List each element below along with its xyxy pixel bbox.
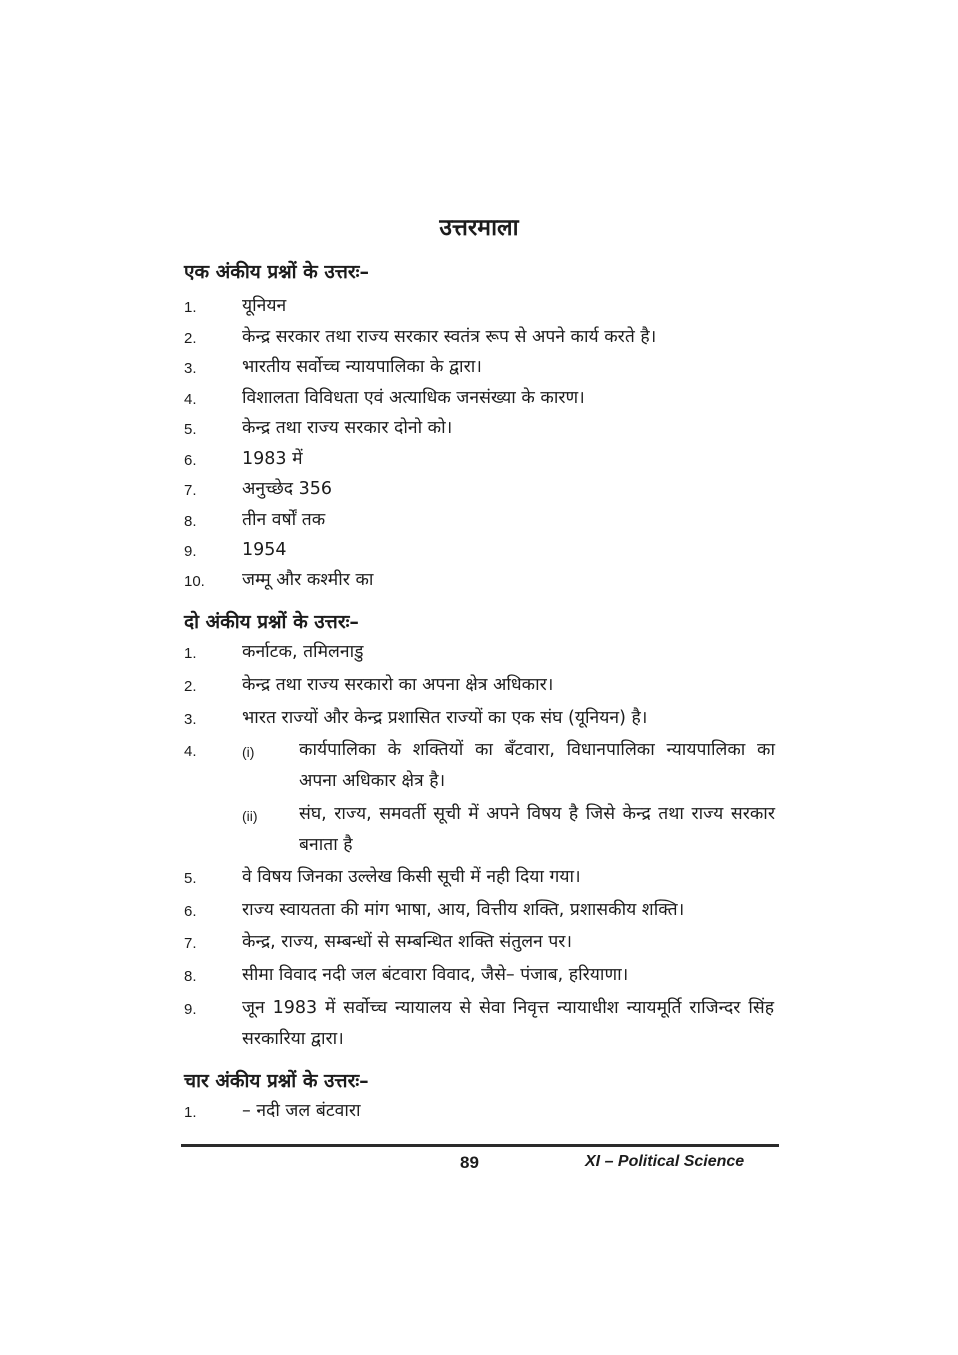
item-text: भारत राज्यों और केन्द्र प्रशासित राज्यों का एक संघ (यूनियन) है। <box>242 708 648 728</box>
answer-item <box>184 413 784 444</box>
item-text: 1954 <box>242 540 287 560</box>
answer-item <box>184 637 784 668</box>
book-title: XI – Political Science <box>585 1153 745 1170</box>
item-text: अनुच्छेद 356 <box>242 479 333 499</box>
item-text: तीन वर्षों तक <box>242 510 326 530</box>
subitem-text: संघ, राज्य, समवर्ती सूची में अपने विषय है जिसे केन्द्र तथा राज्य सरकार बनाता है <box>299 804 775 855</box>
item-number: 8. <box>184 513 197 530</box>
item-number: 3. <box>184 711 197 728</box>
item-number: 1. <box>184 645 197 662</box>
item-number: 1. <box>184 299 197 316</box>
answer-subitem <box>242 735 782 797</box>
item-number: 9. <box>184 1001 197 1018</box>
answer-item <box>184 1096 784 1127</box>
answer-item <box>184 322 784 353</box>
item-text: केन्द्र सरकार तथा राज्य सरकार स्वतंत्र रूप से अपने कार्य करते है। <box>242 327 657 347</box>
item-number: 1. <box>184 1104 197 1121</box>
answer-item <box>184 862 784 893</box>
item-number: 4. <box>184 391 197 408</box>
item-text: केन्द्र तथा राज्य सरकार दोनो को। <box>242 418 453 438</box>
answer-item <box>184 703 784 734</box>
item-text: भारतीय सर्वोच्च न्यायपालिका के द्वारा। <box>242 357 482 377</box>
answer-item <box>184 383 784 414</box>
item-number: 10. <box>184 573 205 590</box>
item-number: 7. <box>184 935 197 952</box>
item-number: 6. <box>184 452 197 469</box>
section-heading-two-mark: दो अंकीय प्रश्नों के उत्तरः– <box>184 611 359 633</box>
answer-item <box>184 993 784 1055</box>
item-number: 5. <box>184 421 197 438</box>
item-number: 9. <box>184 543 197 560</box>
item-number: 2. <box>184 678 197 695</box>
item-text: केन्द्र तथा राज्य सरकारो का अपना क्षेत्र अधिकार। <box>242 675 554 695</box>
answer-item <box>184 535 784 566</box>
section-heading-four-mark: चार अंकीय प्रश्नों के उत्तरः– <box>184 1070 369 1092</box>
answer-item <box>184 291 784 322</box>
answer-item <box>184 927 784 958</box>
answer-item <box>184 474 784 505</box>
item-number: 4. <box>184 743 197 760</box>
item-text: यूनियन <box>242 296 287 316</box>
section-heading-one-mark: एक अंकीय प्रश्नों के उत्तरः– <box>184 261 370 283</box>
item-number: 7. <box>184 482 197 499</box>
item-number: 5. <box>184 870 197 887</box>
answer-item <box>184 895 784 926</box>
item-text: 1983 में <box>242 449 303 469</box>
item-number: 2. <box>184 330 197 347</box>
item-number: 3. <box>184 360 197 377</box>
item-number: 8. <box>184 968 197 985</box>
item-text: जम्मू और कश्मीर का <box>242 570 374 590</box>
answer-item <box>184 505 784 536</box>
answer-item <box>184 352 784 383</box>
subitem-number: (ii) <box>242 808 258 824</box>
answer-item <box>184 670 784 701</box>
subitem-number: (i) <box>242 744 255 760</box>
item-text: राज्य स्वायतता की मांग भाषा, आय, वित्तीय शक्ति, प्रशासकीय शक्ति। <box>242 900 685 920</box>
answer-item <box>184 444 784 475</box>
answer-item <box>184 565 784 596</box>
item-text: वे विषय जिनका उल्लेख किसी सूची में नही दिया गया। <box>242 867 581 887</box>
item-text: जून 1983 में सर्वोच्च न्यायालय से सेवा निवृत्त न्यायाधीश न्यायमूर्ति राजिन्दर सिंह सरकारिया द्वारा। <box>242 998 774 1049</box>
item-number: 6. <box>184 903 197 920</box>
page-number: 89 <box>460 1153 479 1172</box>
item-text: कर्नाटक, तमिलनाडु <box>242 642 364 662</box>
item-text: विशालता विविधता एवं अत्याधिक जनसंख्या के कारण। <box>242 388 585 408</box>
answer-subitem <box>242 799 782 861</box>
subitem-text: कार्यपालिका के शक्तियों का बँटवारा, विधानपालिका न्यायपालिका का अपना अधिकार क्षेत्र है। <box>299 740 775 791</box>
item-text: – नदी जल बंटवारा <box>242 1101 361 1121</box>
item-text: केन्द्र, राज्य, सम्बन्धों से सम्बन्धित शक्ति संतुलन पर। <box>242 932 573 952</box>
answer-item <box>184 960 784 991</box>
page-title: उत्तरमाला <box>439 215 519 241</box>
footer-rule <box>181 1144 779 1147</box>
item-text: सीमा विवाद नदी जल बंटवारा विवाद, जैसे– पंजाब, हरियाणा। <box>242 965 629 985</box>
